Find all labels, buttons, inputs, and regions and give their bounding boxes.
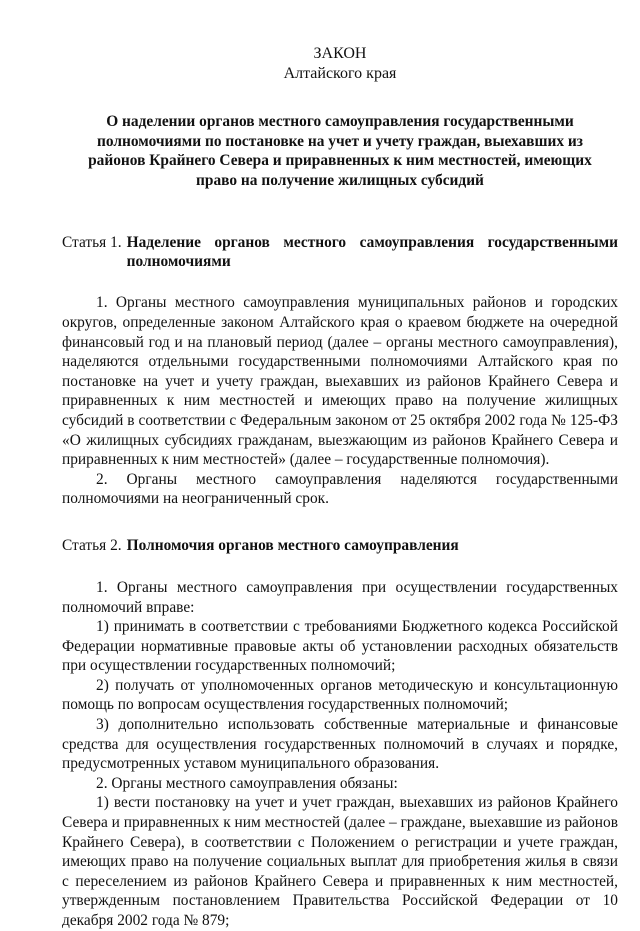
article-1-body <box>62 293 618 509</box>
article-2-heading <box>62 536 618 555</box>
article-2-title: Полномочия органов местного самоуправления <box>126 536 459 554</box>
article-1-number: Статья 1. <box>62 234 122 252</box>
article-2-number: Статья 2. <box>62 536 122 554</box>
article-2-paragraph: 1) вести постановку на учет и учет граждан, выехавших из районов Крайнего Севера и приравненных к ним местностей (далее – граждане, выехавшие из районов Крайнего Севера), в соответствии с Положением о регистрации и учете граждан, имеющих право на получение социальных выплат для приобретения жилья в связи с переселением из районов Крайнего Севера и приравненных к ним местностей, утвержденным постановлением Правительства Российской Федерации от 10 декабря 2002 года № 879; <box>62 794 618 929</box>
article-1-heading <box>62 233 618 271</box>
region-name: Алтайского края <box>283 65 397 82</box>
article-1-paragraph: 1. Органы местного самоуправления муниципальных районов и городских округов, определенные законом Алтайского края о краевом бюджете на очередной финансовый год и на плановый период (далее – органы местного самоуправления), наделяются отдельными государственными полномочиями Алтайского края по постановке на учет и учету граждан, выехавших из районов Крайнего Севера и приравненных к ним местностей и имеющих право на получение жилищных субсидий в соответствии с Федеральным законом от 25 октября 2002 года № 125-ФЗ «О жилищных субсидиях гражданам, выезжающим из районов Крайнего Севера и приравненных к ним местностей» (далее – государственные полномочия). <box>62 294 618 469</box>
article-2-body <box>62 578 618 931</box>
article-2-paragraph: 1. Органы местного самоуправления при осуществлении государственных полномочий вправе: <box>62 578 618 616</box>
law-title: О наделении органов местного самоуправления государственными полномочиями по постановке на учет и учету граждан, выехавших из районов Крайнего Севера и приравненных к ним местностей, имеющих право на получение жилищных субсидий <box>88 113 592 189</box>
article-2-paragraph: 3) дополнительно использовать собственные материальные и финансовые средства для осуществления государственных полномочий в случаях и порядке, предусмотренных уставом муниципального образования. <box>62 716 618 773</box>
article-2-paragraph: 2. Органы местного самоуправления обязаны: <box>96 774 398 792</box>
law-type: ЗАКОН <box>313 45 367 62</box>
article-2-paragraph: 1) принимать в соответствии с требованиями Бюджетного кодекса Российской Федерации нормативные правовые акты об установлении расходных обязательств при осуществлении государственных полномочий; <box>62 618 618 675</box>
article-1-title: Наделение органов местного самоуправления государственными полномочиями <box>126 234 618 271</box>
article-2-paragraph: 2) получать от уполномоченных органов методическую и консультационную помощь по вопросам осуществления государственных полномочий; <box>62 676 618 714</box>
article-1-paragraph: 2. Органы местного самоуправления наделяются государственными полномочиями на неограниченный срок. <box>62 470 618 508</box>
